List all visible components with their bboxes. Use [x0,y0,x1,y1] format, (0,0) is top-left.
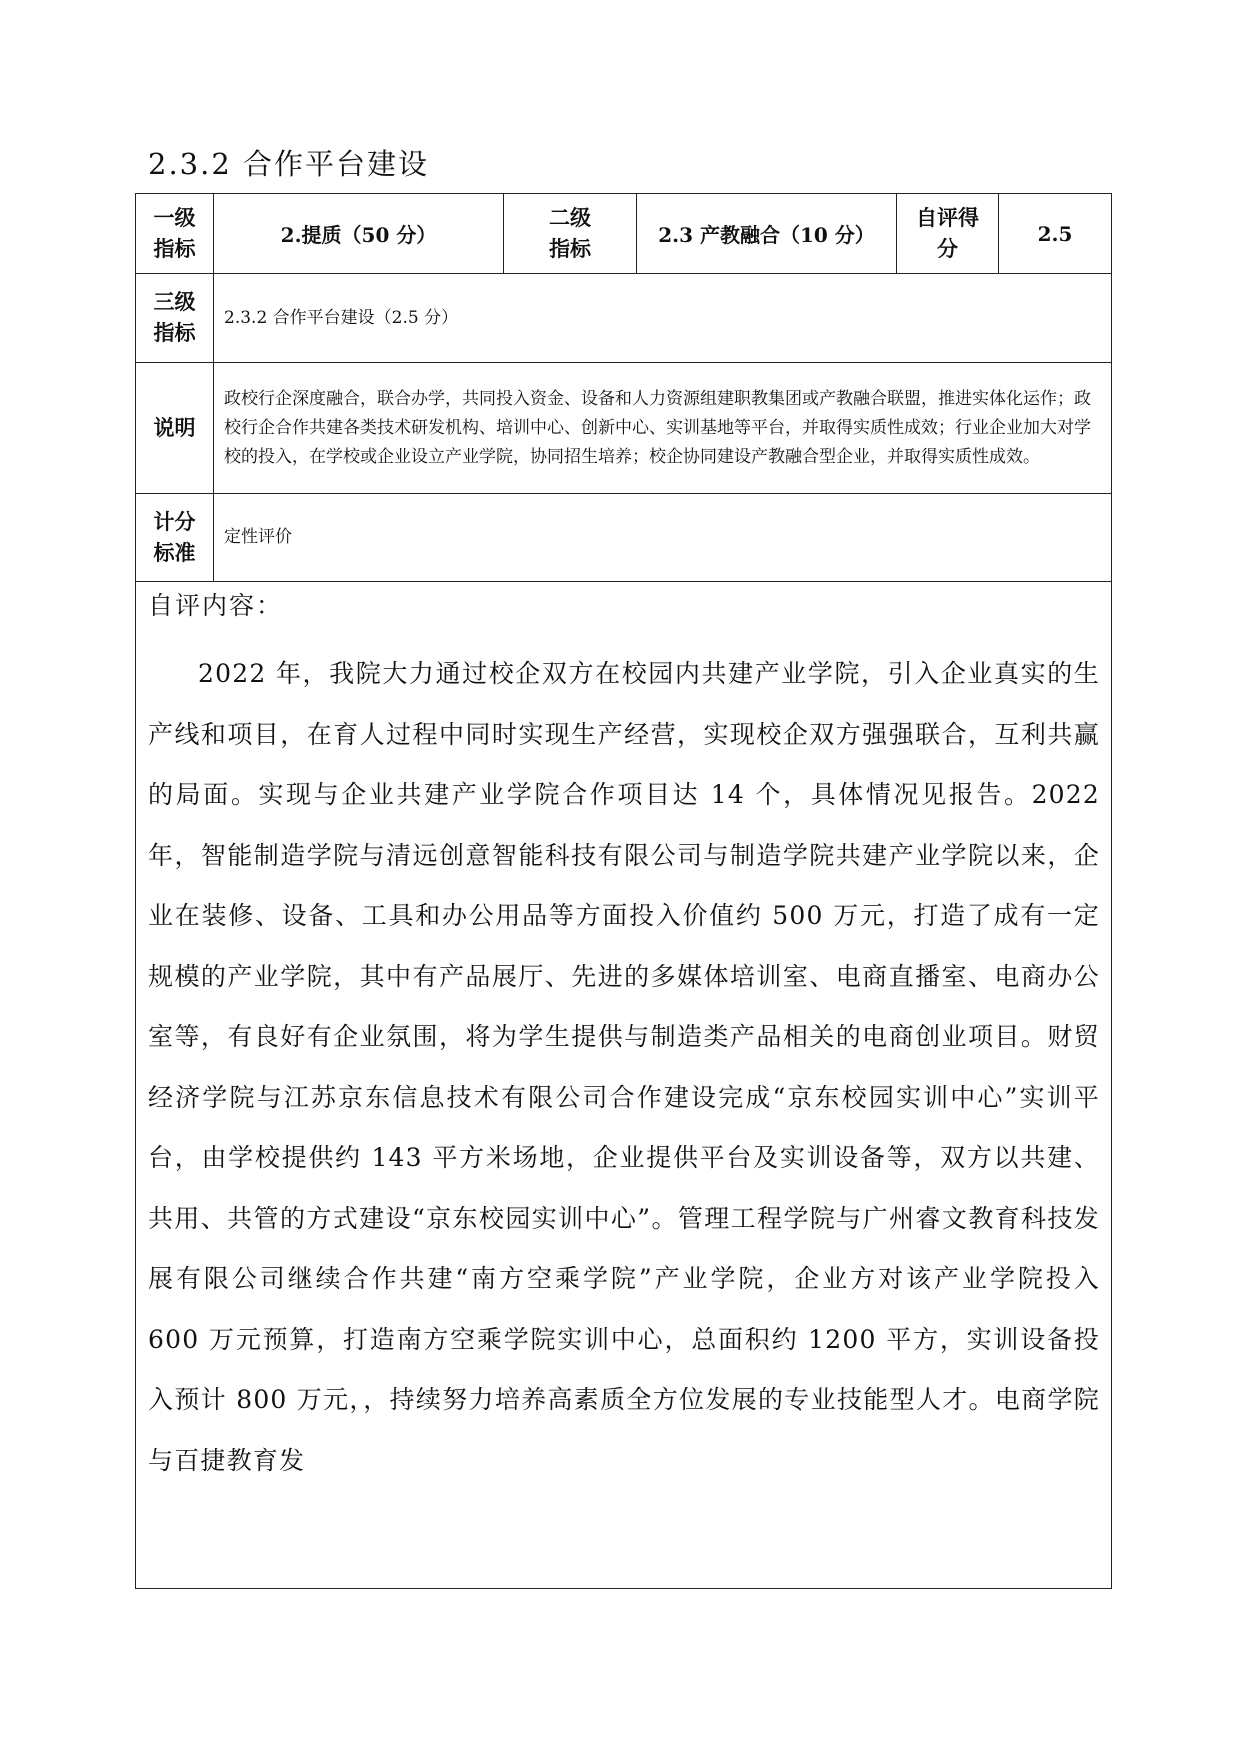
table-row [136,363,1112,494]
table-row [136,194,1112,274]
scoring-value: 定性评价 [214,494,1112,582]
level2-value: 2.3 产教融合（10 分） [637,194,897,274]
level3-value: 2.3.2 合作平台建设（2.5 分） [214,274,1112,363]
section-heading: 2.3.2 合作平台建设 [148,147,430,181]
evaluation-table [135,193,1112,1589]
table-row [136,494,1112,582]
description-label: 说明 [136,363,214,494]
self-score-value: 2.5 [999,194,1112,274]
table-row [136,274,1112,363]
self-score-label: 自评得 分 [897,194,999,274]
self-evaluation-body: 2022 年，我院大力通过校企双方在校园内共建产业学院，引入企业真实的生产线和项目，在育人过程中同时实现生产经营，实现校企双方强强联合，互利共赢的局面。实现与企业共建产业学院合作项目达 14 个，具体情况见报告。2022 年，智能制造学院与清远创意智能科技有限公司与制造学院共建产业学院以来，企业在装修、设备、工具和办公用品等方面投入价值约 500 万元，打造了成有一定规模的产业学院，其中有产品展厅、先进的多媒体培训室、电商直播室、电商办公室等，有良好有企业氛围，将为学生提供与制造类产品相关的电商创业项目。财贸经济学院与江苏京东信息技术有限公司合作建设完成“京东校园实训中心”实训平台，由学校提供约 143 平方米场地，企业提供平台及实训设备等，双方以共建、共用、共管的方式建设“京东校园实训中心”。管理工程学院与广州睿文教育科技发展有限公司继续合作共建“南方空乘学院”产业学院，企业方对该产业学院投入 600 万元预算，打造南方空乘学院实训中心，总面积约 1200 平方，实训设备投入预计 800 万元，，持续努力培养高素质全方位发展的专业技能型人才。电商学院与百捷教育发 [148,659,1100,1475]
table-row [136,582,1112,1589]
scoring-label: 计分 标准 [136,494,214,582]
level1-label: 一级 指标 [136,194,214,274]
level3-label: 三级 指标 [136,274,214,363]
level2-label: 二级 指标 [504,194,637,274]
description-value: 政校行企深度融合，联合办学，共同投入资金、设备和人力资源组建职教集团或产教融合联盟，推进实体化运作；政校行企合作共建各类技术研发机构、培训中心、创新中心、实训基地等平台，并取得实质性成效；行业企业加大对学校的投入，在学校或企业设立产业学院，协同招生培养；校企协同建设产教融合型企业，并取得实质性成效。 [214,363,1112,494]
self-evaluation-cell [136,582,1112,1589]
level1-value: 2.提质（50 分） [214,194,504,274]
self-evaluation-label: 自评内容： [148,591,284,620]
